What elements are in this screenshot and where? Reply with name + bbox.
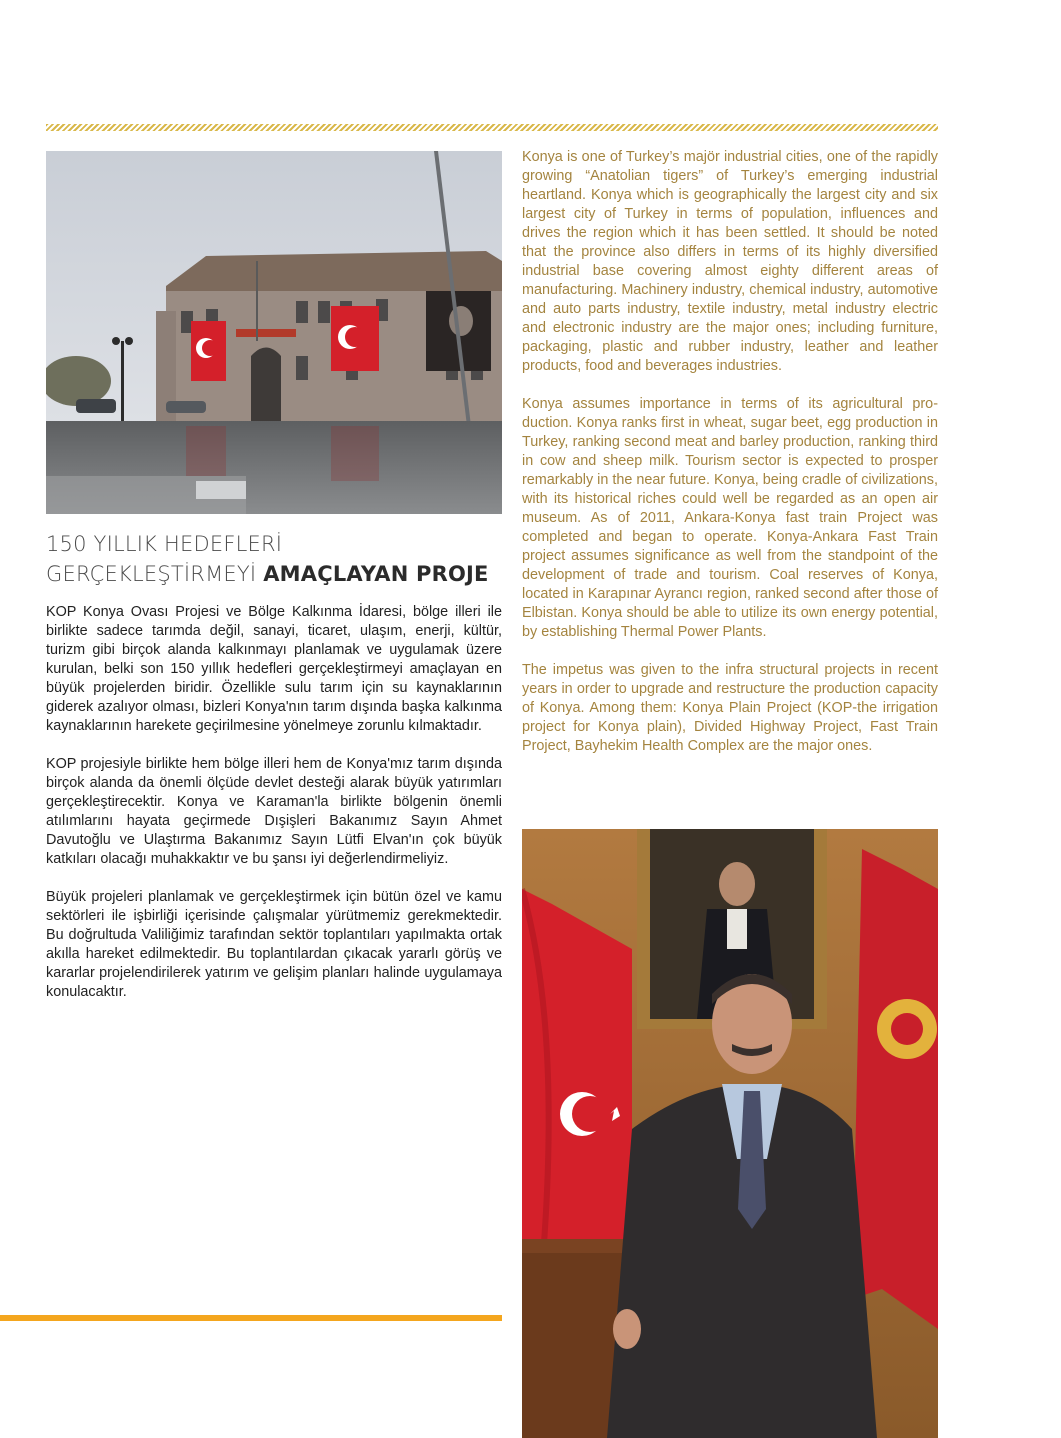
building-photo xyxy=(46,151,502,514)
english-body-text xyxy=(522,148,938,775)
decorative-hatch-rule xyxy=(46,124,938,131)
paragraph: Büyük projeleri planlamak ve gerçekleştirmek için bütün özel ve kamu sektörleri ile işbirliği içerisinde çalışmalar yürütmemiz gerekmektedir. Bu doğrultuda Valiliğimiz tarafından sektör toplantıları yapılmakta ortak akılla hareket edilmektedir. Bu toplantılardan çıkacak yararlı görüş ve kararlar projelendirilerek yatırım ve gelişim planları halinde uygulamaya konulacaktır. xyxy=(46,889,502,1000)
paragraph: KOP Konya Ovası Projesi ve Bölge Kalkınma İdaresi, bölge illeri ile birlikte sadece tarımda değil, sanayi, ticaret, ulaşım, enerji, kültür, turizm gibi birçok alanda kalkınmayı planlamak ve uygulamak üzere kurulan, belki son 150 yıllık hedefleri gerçekleştirmeyi amaçlayan en büyük projelerden biridir. Özellikle sulu tarım için su kaynaklarının giderek azalıyor olması, bizleri Konya'nın tarım dışında başka kalkınma kaynaklarının harekete geçirilmesine yönelmeye zorunlu kılmaktadır. xyxy=(46,604,502,734)
heading-line-2-bold: AMAÇLAYAN PROJE xyxy=(263,562,489,586)
heading-line-2 xyxy=(46,559,516,589)
heading-line-1: 150 YILLIK HEDEFLERİ xyxy=(46,532,283,556)
paragraph: KOP projesiyle birlikte hem bölge illeri hem de Konya'mız tarım dışında birçok alanda da önemli ölçüde devlet desteği alarak büyük yatırımları gerçekleştirecektir. Konya ve Karaman'la birlikte bölgenin önemli atılımlarını hayata geçirmede Dışişleri Bakanımız Sayın Ahmet Davutoğlu ve Ulaştırma Bakanımız Sayın Lütfi Elvan'ın çok büyük katkıları olacağı muhakkaktır ve bu şansı iyi değerlendirmeliyiz. xyxy=(46,756,502,867)
paragraph: The impetus was given to the infra structural projects in recent years in order to upgrade and restructure the production capacity of Konya. Among them: Konya Plain Project (KOP-the irrigation project for Konya plain), Divided Highway Project, Fast Train Project, Bayhekim Health Complex are the major ones. xyxy=(522,662,938,754)
turkish-body-text xyxy=(46,603,502,1021)
paragraph: Konya assumes importance in terms of its agricultural production. Konya ranks first in wheat, sugar beet, egg production in Turkey, ranking second meat and barley production, ranking third in cow and sheep milk. Tourism sector is expected to prosper remarkably in the near future. Konya, being cradle of civilizations, with its historical riches could well be regarded as an open air museum. As of 2011, Ankara-Konya fast train Project was completed and began to operate. Konya-Ankara Fast Train project assumes significance as well from the standpoint of the development of trade and tourism. Coal reserves of Konya, located in Karapınar Ayrancı region, ranked second after those of Elbistan. Konya should be able to utilize its own energy potential, by establishing Thermal Power Plants. xyxy=(522,396,938,640)
orange-divider xyxy=(0,1315,502,1321)
governor-photo xyxy=(522,829,938,1438)
section-heading xyxy=(46,529,516,589)
paragraph: Konya is one of Turkey’s majör industrial cities, one of the rapidly growing “Anatolian tigers” of Turkey’s emerging industrial heartland. Konya which is geographically the largest city and six largest city of Turkey in terms of population, influences and drives the region which it has been settled. It should be noted that the province also differs in terms of its highly diversified industrial base covering almost eighty different areas of manufacturing. Machinery industry, chemical industry, automotive and auto parts industry, textile industry, metal industry electric and electronic industry are the major ones; including furniture, packaging, plastic and rubber industry, leather and leather products, food and beverages industries. xyxy=(522,149,938,374)
heading-line-2-light: GERÇEKLEŞTİRMEYİ xyxy=(46,562,257,586)
